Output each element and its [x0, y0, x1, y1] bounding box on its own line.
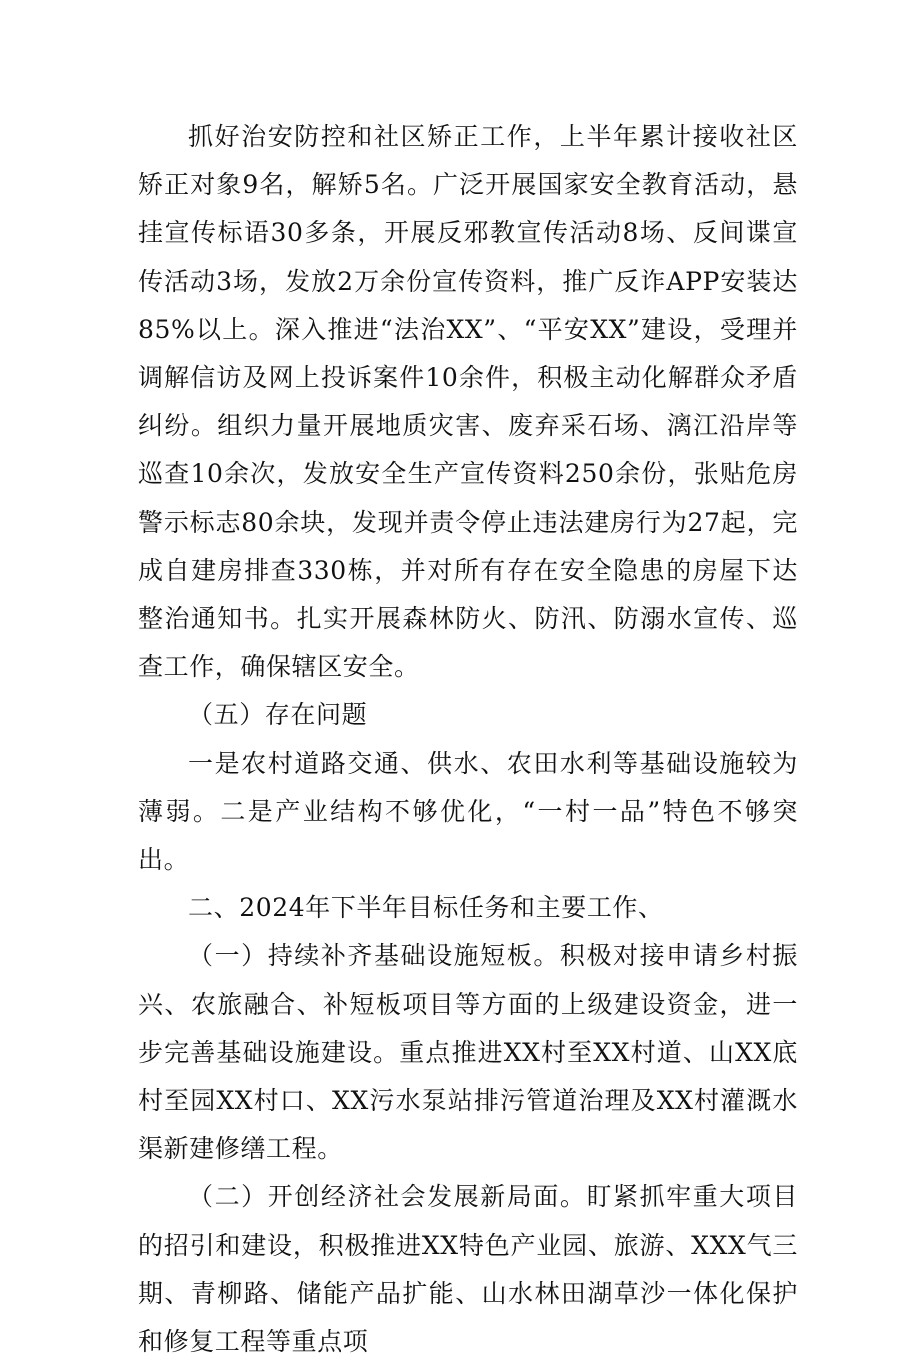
paragraph-economic-development: （二）开创经济社会发展新局面。盯紧抓牢重大项目的招引和建设，积极推进XX特色产业园、旅游、XXX气三期、青柳路、储能产品扩能、山水林田湖草沙一体化保护和修复工程等重点项: [138, 1182, 798, 1357]
section-heading-problems: （五）存在问题: [188, 700, 368, 730]
document-body: [138, 113, 798, 1366]
paragraph-public-security: 抓好治安防控和社区矫正工作，上半年累计接收社区矫正对象9名，解矫5名。广泛开展国家安全教育活动，悬挂宣传标语30多条，开展反邪教宣传活动8场、反间谍宣传活动3场，发放2万余份宣传资料，推广反诈APP安装达85%以上。深入推进“法治XX”、“平安XX”建设，受理并调解信访及网上投诉案件10余件，积极主动化解群众矛盾纠纷。组织力量开展地质灾害、废弃采石场、漓江沿岸等巡查10余次，发放安全生产宣传资料250余份，张贴危房警示标志80余块，发现并责令停止违法建房行为27起，完成自建房排查330栋，并对所有存在安全隐患的房屋下达整治通知书。扎实开展森林防火、防汛、防溺水宣传、巡查工作，确保辖区安全。: [138, 122, 798, 682]
paragraph-infrastructure: （一）持续补齐基础设施短板。积极对接申请乡村振兴、农旅融合、补短板项目等方面的上级建设资金，进一步完善基础设施建设。重点推进XX村至XX村道、山XX底村至园XX村口、XX污水泵站排污管道治理及XX村灌溉水渠新建修缮工程。: [138, 941, 798, 1164]
section-heading-second-half-tasks: 二、2024年下半年目标任务和主要工作、: [188, 893, 664, 923]
paragraph-problems: 一是农村道路交通、供水、农田水利等基础设施较为薄弱。二是产业结构不够优化，“一村一品”特色不够突出。: [138, 748, 798, 875]
